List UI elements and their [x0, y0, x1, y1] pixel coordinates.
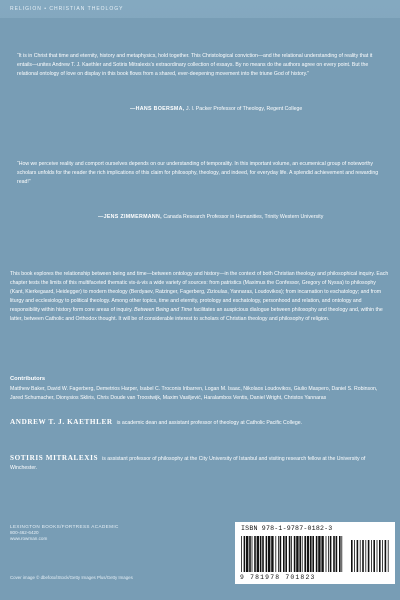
endorsement-quote-2: “How we perceive reality and comport ourselves depends on our understanding of temporality. In this important volume, an ecumenical group of noteworthy scholars unfolds for the reader the rich implications of this claim for philosophy, theology, and indeed, for everyday life. A splendid achievement and rewarding read!”	[17, 161, 379, 185]
barcode-bar	[318, 536, 320, 572]
author-bio-text-2: is assistant professor of philosophy at the City University of Istanbul and visiting research fellow at the University of Winchester.	[10, 456, 366, 471]
barcode-bar	[316, 536, 318, 572]
publisher-info	[10, 524, 119, 542]
barcode-bar	[246, 536, 248, 572]
endorser-affiliation-2: Canada Research Professor in Humanities, Trinity Western University	[161, 214, 324, 220]
barcode-bar	[289, 536, 291, 572]
barcode-bar	[280, 536, 282, 572]
category-label: RELIGION • CHRISTIAN THEOLOGY	[10, 6, 124, 12]
endorsement-attribution-2	[98, 213, 390, 222]
description-part-2: facilitates an auspicious dialogue between philosophy and theology and, within the latter, between Catholic and Orthodox thought. It will be of considerable interest to scholars of Christian theology and philosophy of religion.	[10, 307, 383, 322]
barcode-bar	[310, 536, 312, 572]
contributors-list: Matthew Baker, David W. Fagerberg, Demetrios Harper, Isabel C. Troconis Iribarren, Logan M. Isaac, Nikolaos Loudovikos, Giulio Maspero, Daniel S. Robinson, Jared Schumacher, Dionysios Skliris, Chris Doude van Troostwijk, Maxim Vasiljević, Haralambos Ventis, Daniel Wright, Christos Yannaras	[10, 386, 378, 401]
barcode-bar	[268, 536, 270, 572]
barcode-bar	[294, 536, 296, 572]
barcode-addon-bar	[360, 540, 361, 572]
barcode-bar	[312, 536, 314, 572]
barcode-bar	[304, 536, 306, 572]
publisher-phone: 800-462-6420	[10, 530, 39, 535]
isbn-text: ISBN 978-1-9787-0182-3	[241, 525, 333, 532]
barcode-bar	[333, 536, 335, 572]
barcode-addon-bar	[385, 540, 387, 572]
barcode-bar	[321, 536, 323, 572]
barcode-digits: 9 781978 701823	[240, 574, 316, 581]
barcode-addon-bar	[377, 540, 378, 572]
barcode-bar	[326, 536, 327, 572]
barcode-addon-bar	[371, 540, 372, 572]
barcode-bar	[336, 536, 338, 572]
barcode-bar	[257, 536, 259, 572]
barcode-bar	[254, 536, 256, 572]
author-bio-2	[10, 454, 390, 473]
barcode-addon-bar	[362, 540, 364, 572]
book-description	[10, 270, 390, 324]
barcode-bar	[341, 536, 342, 572]
barcode	[235, 522, 395, 584]
barcode-bar	[339, 536, 341, 572]
barcode-bar	[328, 536, 329, 572]
barcode-bar	[330, 536, 332, 572]
barcode-bar	[296, 536, 298, 572]
barcode-addon-bar	[357, 540, 359, 572]
publisher-url: www.rowman.com	[10, 536, 48, 541]
barcode-bar	[260, 536, 262, 572]
barcode-bars	[239, 536, 391, 574]
barcode-bar	[307, 536, 309, 572]
description-book-title: Between Being and Time	[134, 307, 193, 313]
barcode-bar	[244, 536, 246, 572]
endorsement-attribution-1	[130, 105, 390, 114]
barcode-addon-bar	[365, 540, 366, 572]
barcode-addon-bar	[388, 540, 389, 572]
contributors-heading: Contributors	[10, 376, 46, 382]
cover-image-credit: Cover image © dbefoto/iStock/Getty Images Plus/Getty Images	[10, 575, 133, 580]
publisher-name: LEXINGTON BOOKS/FORTRESS ACADEMIC	[10, 524, 119, 529]
barcode-bar	[275, 536, 276, 572]
barcode-addon-bar	[354, 540, 355, 572]
author-bio-text-1: is academic dean and assistant professor of theology at Catholic Pacific College.	[116, 420, 303, 426]
endorser-name-2: —JENS ZIMMERMANN,	[98, 214, 162, 220]
barcode-bar	[302, 536, 303, 572]
author-name-2: SOTIRIS MITRALEXIS	[10, 454, 99, 462]
author-name-1: ANDREW T. J. KAETHLER	[10, 418, 113, 426]
endorser-affiliation-1: J. I. Packer Professor of Theology, Regent College	[184, 106, 303, 112]
barcode-addon-bar	[382, 540, 383, 572]
endorsement-quote-1: “It is in Christ that time and eternity, history and metaphysics, hold together. This Christological conviction—and the relational understanding of reality that it entails—unites Andrew T. J. Kaethler and Sotiris Mitralexis’s extraordinary collection of essays. By no means do the authors agree on every point. But the relational ontology of love on display in this book flows from a shared, ever-deepening movement into the triune God of history.”	[17, 53, 373, 77]
barcode-addon-bar	[351, 540, 353, 572]
barcode-addon-bar	[373, 540, 375, 572]
description-part-1: This book explores the relationship between being and time—between ontology and history—in the context of both Christian theology and philosophical inquiry. Each chapter tests the limits of this multifaceted thematic vis-à-vis a wide variety of sources: from patristics (Maximus the Confessor, Gregory of Nyssa) to philosophy (Kant, Kierkegaard, Heidegger) to modern theology (Berdyaev, Ratzinger, Fagerberg, Zizioulas, Yannaras, Loudovikos); from incarnation to eschatology; and from liturgy and ecclesiology to political theology. Among other topics, time and eternity, protology and eschatology, personhood and relation, and ontology and responsibility within history form core areas of inquiry.	[10, 271, 389, 313]
endorser-name-1: —HANS BOERSMA,	[130, 106, 185, 112]
barcode-addon-bar	[379, 540, 381, 572]
barcode-bar	[271, 536, 273, 572]
barcode-bar	[252, 536, 253, 572]
barcode-bar	[262, 536, 264, 572]
barcode-bar	[291, 536, 292, 572]
barcode-bar	[285, 536, 287, 572]
barcode-bar	[249, 536, 251, 572]
author-bio-1	[10, 418, 390, 428]
barcode-addon-bar	[368, 540, 370, 572]
barcode-bar	[278, 536, 279, 572]
barcode-bar	[299, 536, 301, 572]
barcode-bar	[266, 536, 268, 572]
barcode-bar	[241, 536, 242, 572]
barcode-bar	[283, 536, 285, 572]
